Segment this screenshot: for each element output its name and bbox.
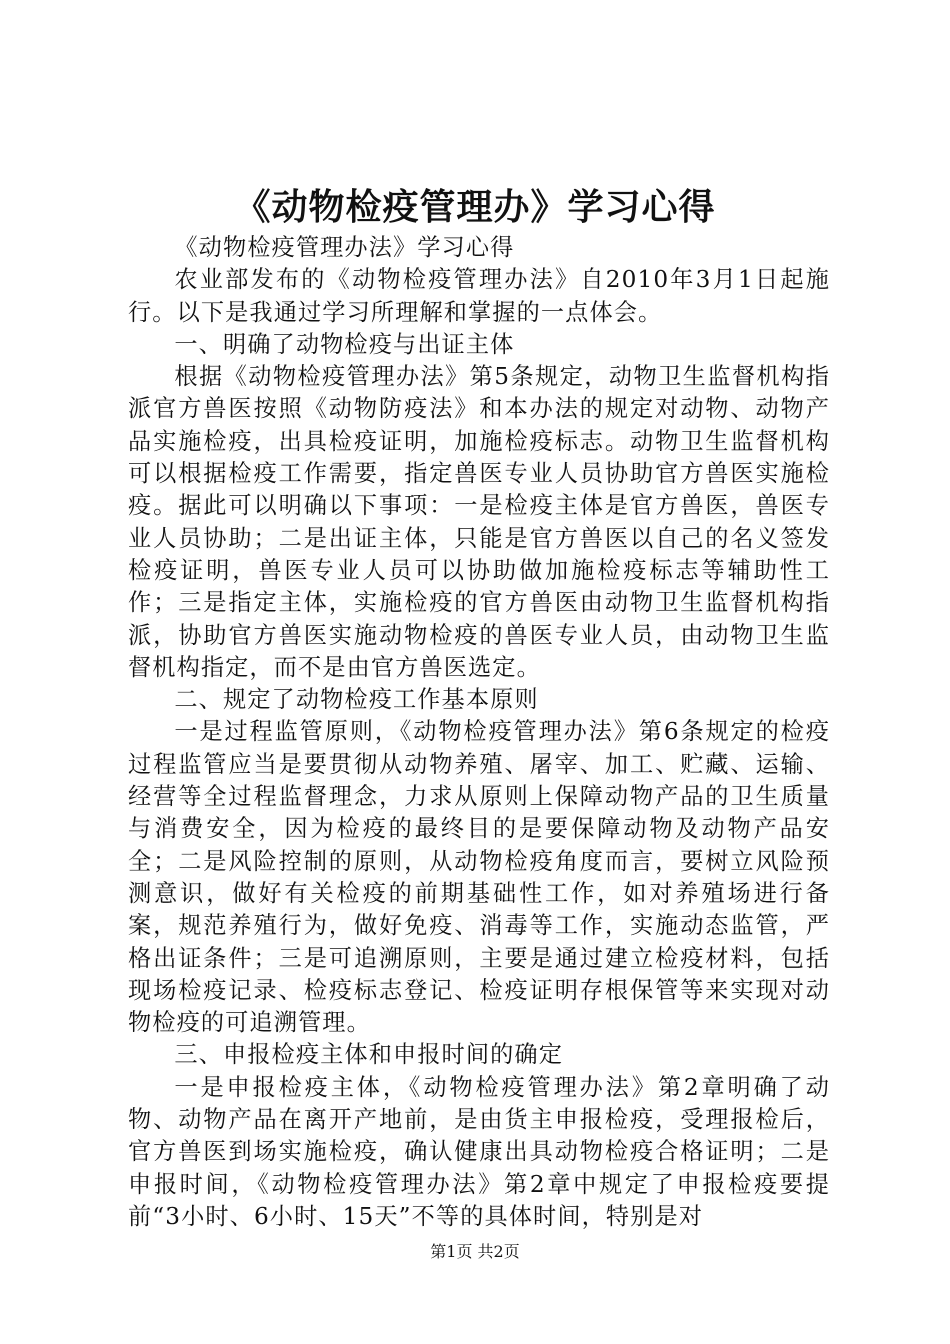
paragraph-section-3: 一是申报检疫主体，《动物检疫管理办法》第2章明确了动物、动物产品在离开产地前，是由货主申报检疫，受理报检后，官方兽医到场实施检疫，确认健康出具动物检疫合格证明；二是申报时间，《动物检疫管理办法》第2章中规定了申报检疫要提前“3小时、6小时、15天”不等的具体时间，特别是对: [128, 1073, 830, 1230]
section-heading-1: 一、明确了动物检疫与出证主体: [174, 330, 515, 358]
paragraph-section-1: 根据《动物检疫管理办法》第5条规定，动物卫生监督机构指派官方兽医按照《动物防疫法》和本办法的规定对动物、动物产品实施检疫，出具检疫证明，加施检疫标志。动物卫生监督机构可以根据检疫工作需要，指定兽医专业人员协助官方兽医实施检疫。据此可以明确以下事项：一是检疫主体是官方兽医，兽医专业人员协助；二是出证主体，只能是官方兽医以自己的名义签发检疫证明，兽医专业人员可以协助做加施检疫标志等辅助性工作；三是指定主体，实施检疫的官方兽医由动物卫生监督机构指派，协助官方兽医实施动物检疫的兽医专业人员，由动物卫生监督机构指定，而不是由官方兽医选定。: [128, 363, 830, 681]
paragraph-section-2: 一是过程监管原则，《动物检疫管理办法》第6条规定的检疫过程监管应当是要贯彻从动物养殖、屠宰、加工、贮藏、运输、经营等全过程监督理念，力求从原则上保障动物产品的卫生质量与消费安全，因为检疫的最终目的是要保障动物及动物产品安全；二是风险控制的原则，从动物检疫角度而言，要树立风险预测意识，做好有关检疫的前期基础性工作，如对养殖场进行备案，规范养殖行为，做好免疫、消毒等工作，实施动态监管，严格出证条件；三是可追溯原则，主要是通过建立检疫材料，包括现场检疫记录、检疫标志登记、检疫证明存根保管等来实现对动物检疫的可追溯管理。: [128, 718, 830, 1037]
document-title: 《动物检疫管理办》学习心得: [234, 186, 716, 228]
document-body: [128, 232, 830, 1233]
paragraph-subtitle: 《动物检疫管理办法》学习心得: [174, 234, 515, 261]
section-heading-2: 二、规定了动物检疫工作基本原则: [174, 686, 539, 714]
page-footer: 第1页 共2页: [430, 1242, 520, 1261]
paragraph-intro: 农业部发布的《动物检疫管理办法》自2010年3月1日起施行。以下是我通过学习所理解和掌握的一点体会。: [128, 266, 830, 326]
section-heading-3: 三、申报检疫主体和申报时间的确定: [174, 1041, 563, 1069]
